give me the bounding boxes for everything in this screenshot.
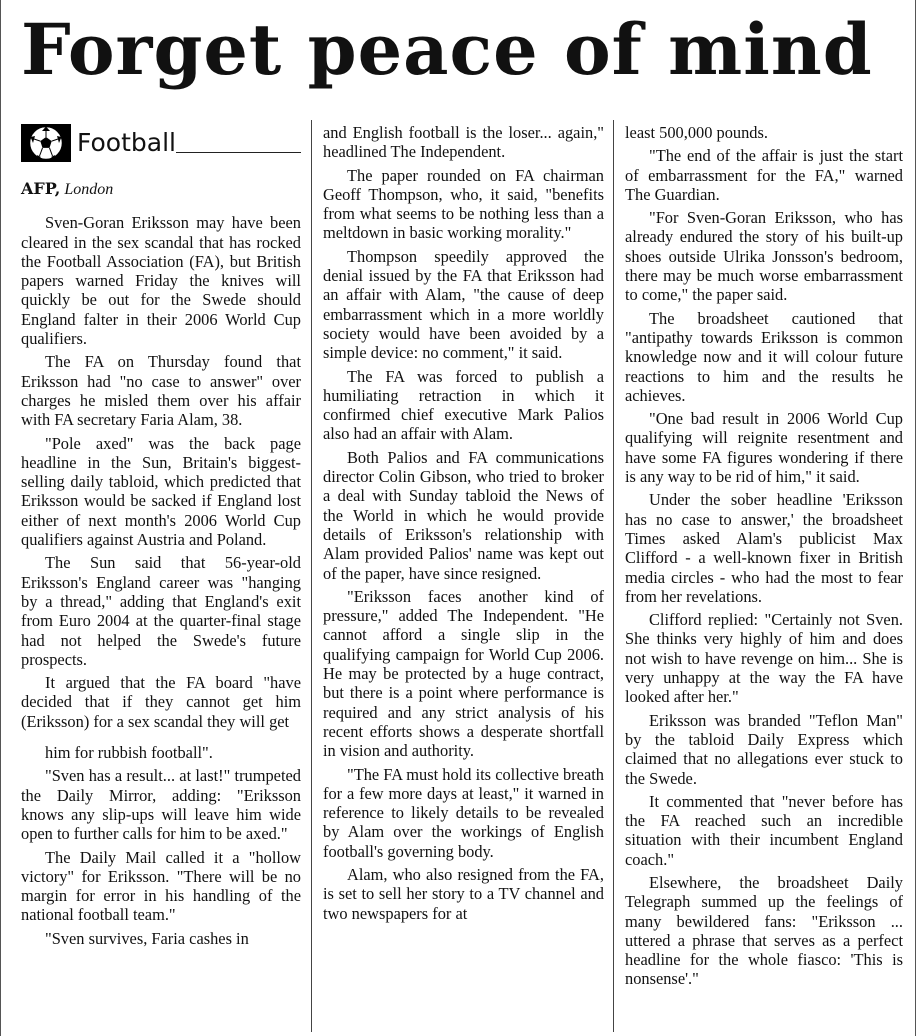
paragraph: Sven-Goran Eriksson may have been cleared in the sex scandal that has rocked the Football Association (FA), but British papers warned Friday the knives will quickly be out for the Swede should England falter in their 2006 World Cup qualifiers. [21, 213, 301, 349]
headline: Forget peace of mind [21, 8, 873, 91]
byline-agency: AFP, [21, 179, 61, 198]
section-rule [176, 152, 301, 153]
paragraph: "The end of the affair is just the start of embarrassment for the FA," warned The Guardian. [625, 146, 903, 204]
paragraph: him for rubbish football". [45, 743, 213, 763]
article-column-1 [21, 123, 301, 952]
section-label: Football [77, 128, 176, 157]
paragraph: It commented that "never before has the FA reached such an incredible situation with their incumbent England coach." [625, 791, 903, 869]
paragraph: The Daily Mail called it a "hollow victory" for Eriksson. "There will be no margin for error in his handling of the national football team." [21, 847, 301, 925]
paragraph: "Pole axed" was the back page headline in the Sun, Britain's biggest-selling daily tabloid, which predicted that Eriksson would be sacked if England lost either of next month's 2006 World Cup qualifiers against Austria and Poland. [21, 433, 301, 550]
paragraph: "Sven survives, Faria cashes in [45, 928, 249, 948]
paragraph: The FA on Thursday found that Eriksson had "no case to answer" over charges he misled them over his affair with FA secretary Faria Alam, 38. [21, 352, 301, 430]
paragraph: Both Palios and FA communications director Colin Gibson, who tried to broker a deal with Sunday tabloid the News of the World in which he would provide details of Eriksson's relationship with Alam provided Palios' name was kept out of the paper, have since resigned. [323, 447, 604, 583]
byline [21, 179, 301, 199]
paragraph: Thompson speedily approved the denial issued by the FA that Eriksson had an affair with Alam, "the cause of deep embarrassment which in a more worldly society would have been avoided by a simple device: no comment," it said. [323, 246, 604, 363]
paragraph: "For Sven-Goran Eriksson, who has already endured the story of his built-up shoes outside Ulrika Jonsson's bedroom, there may be much worse embarrassment to come," the paper said. [625, 208, 903, 305]
paragraph: The FA was forced to publish a humiliating retraction in which it confirmed chief executive Mark Palios also had an affair with Alam. [323, 366, 604, 444]
paragraph: "Sven has a result... at last!" trumpeted the Daily Mirror, adding: "Eriksson knows any slip-ups will leave him wide open to further calls for him to be axed." [21, 766, 301, 844]
column-divider [311, 120, 312, 1032]
paragraph: It argued that the FA board "have decided that if they cannot get him (Eriksson) for a sex scandal they will get [21, 673, 301, 731]
section-tag [21, 123, 301, 163]
football-icon [21, 124, 71, 162]
paragraph: Alam, who also resigned from the FA, is set to sell her story to a TV channel and two newspapers for at [323, 864, 604, 923]
paragraph: and English football is the loser... again," headlined The Independent. [323, 123, 604, 162]
paragraph: The paper rounded on FA chairman Geoff Thompson, who, it said, "benefits from what seems to be nothing less than a meltdown in basic working morality." [323, 165, 604, 243]
column-divider [613, 120, 614, 1032]
paragraph: Clifford replied: "Certainly not Sven. She thinks very highly of him and does not wish to have revenge on him... She is very unhappy at the way the FA have looked after her." [625, 610, 903, 707]
article-column-3 [625, 123, 903, 993]
paragraph: The broadsheet cautioned that "antipathy towards Eriksson is common knowledge now and it will colour future reactions to him and the results he achieves. [625, 308, 903, 405]
paragraph: Under the sober headline 'Eriksson has no case to answer,' the broadsheet Times asked Alam's publicist Max Clifford - a well-known fixer in British media circles - who had the most to fear from her revelations. [625, 490, 903, 606]
byline-city: London [64, 181, 114, 198]
paragraph: "The FA must hold its collective breath for a few more days at least," it warned in reference to likely details to be revealed by Alam over the workings of English football's governing body. [323, 764, 604, 861]
article-column-2 [323, 123, 604, 927]
paragraph: Eriksson was branded "Teflon Man" by the tabloid Daily Express which claimed that no allegations ever stuck to the Swede. [625, 710, 903, 788]
paragraph: least 500,000 pounds. [625, 123, 768, 142]
paragraph: The Sun said that 56-year-old Eriksson's England career was "hanging by a thread," adding that England's exit from Euro 2004 at the quarter-final stage had not helped the Swede's future prospects. [21, 553, 301, 669]
paragraph: "One bad result in 2006 World Cup qualifying will reignite resentment and have some FA figures wondering if there is any way to be rid of him," it said. [625, 409, 903, 487]
paragraph: "Eriksson faces another kind of pressure," added The Independent. "He cannot afford a single slip in the qualifying campaign for World Cup 2006. He may be protected by a huge contract, but there is a point where performance is required and any strict analysis of his recent efforts shows a desperate shortfall in vision and authority. [323, 586, 604, 761]
paragraph: Elsewhere, the broadsheet Daily Telegraph summed up the feelings of many bewildered fans: "Eriksson ... uttered a phrase that serves as a perfect headline for the whole fiasco: 'This is nonsense'." [625, 872, 903, 989]
